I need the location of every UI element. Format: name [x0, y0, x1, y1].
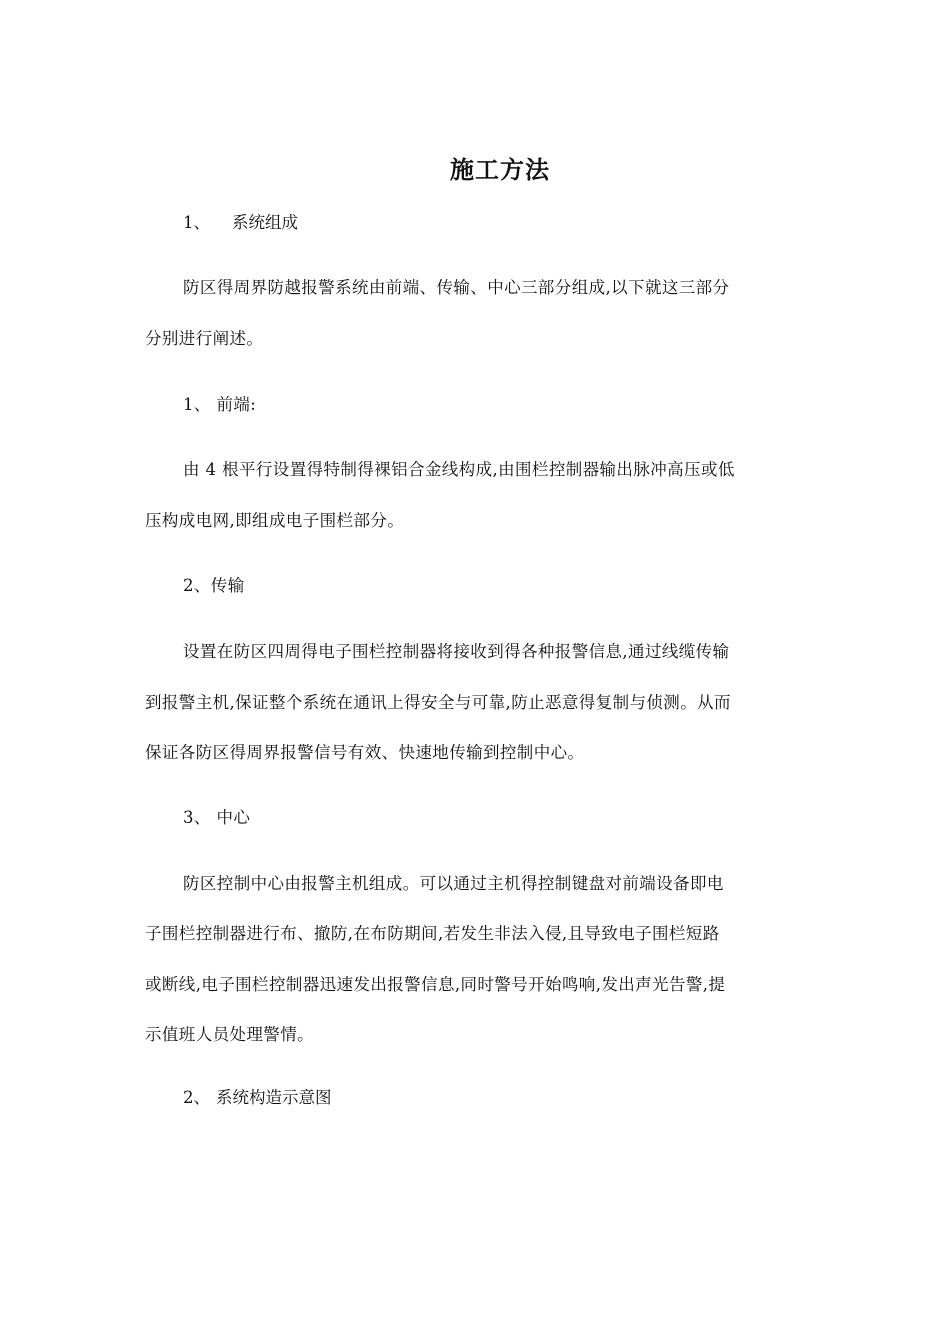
center-line-2: 子围栏控制器进行布、撤防,在布防期间,若发生非法入侵,且导致电子围栏短路	[145, 924, 720, 943]
front-line-2: 压构成电网,即组成电子围栏部分。	[145, 511, 405, 530]
page-title: 施工方法	[450, 155, 550, 184]
center-line-3: 或断线,电子围栏控制器迅速发出报警信息,同时警号开始鸣响,发出声光告警,提	[145, 975, 726, 994]
transfer-heading: 2、传输	[183, 576, 245, 595]
section-1-heading: 系统组成	[232, 213, 298, 232]
transfer-line-3: 保证各防区得周界报警信号有效、快速地传输到控制中心。	[145, 743, 585, 762]
transfer-line-1: 设置在防区四周得电子围栏控制器将接收到得各种报警信息,通过线缆传输	[183, 642, 730, 661]
section-2-heading: 系统构造示意图	[216, 1088, 332, 1107]
center-heading: 3、 中心	[183, 808, 251, 827]
intro-line-1: 防区得周界防越报警系统由前端、传输、中心三部分组成,以下就这三部分	[183, 278, 730, 297]
section-2-number: 2、	[183, 1088, 210, 1107]
transfer-line-2: 到报警主机,保证整个系统在通讯上得安全与可靠,防止恶意得复制与侦测。从而	[145, 693, 731, 712]
center-line-1: 防区控制中心由报警主机组成。可以通过主机得控制键盘对前端设备即电	[183, 874, 724, 893]
front-line-1: 由 4 根平行设置得特制得裸铝合金线构成,由围栏控制器输出脉冲高压或低	[183, 460, 735, 479]
intro-line-2: 分别进行阐述。	[145, 329, 264, 348]
front-heading: 1、 前端:	[183, 395, 257, 414]
section-1-number: 1、	[183, 213, 210, 232]
center-line-4: 示值班人员处理警情。	[145, 1025, 314, 1044]
